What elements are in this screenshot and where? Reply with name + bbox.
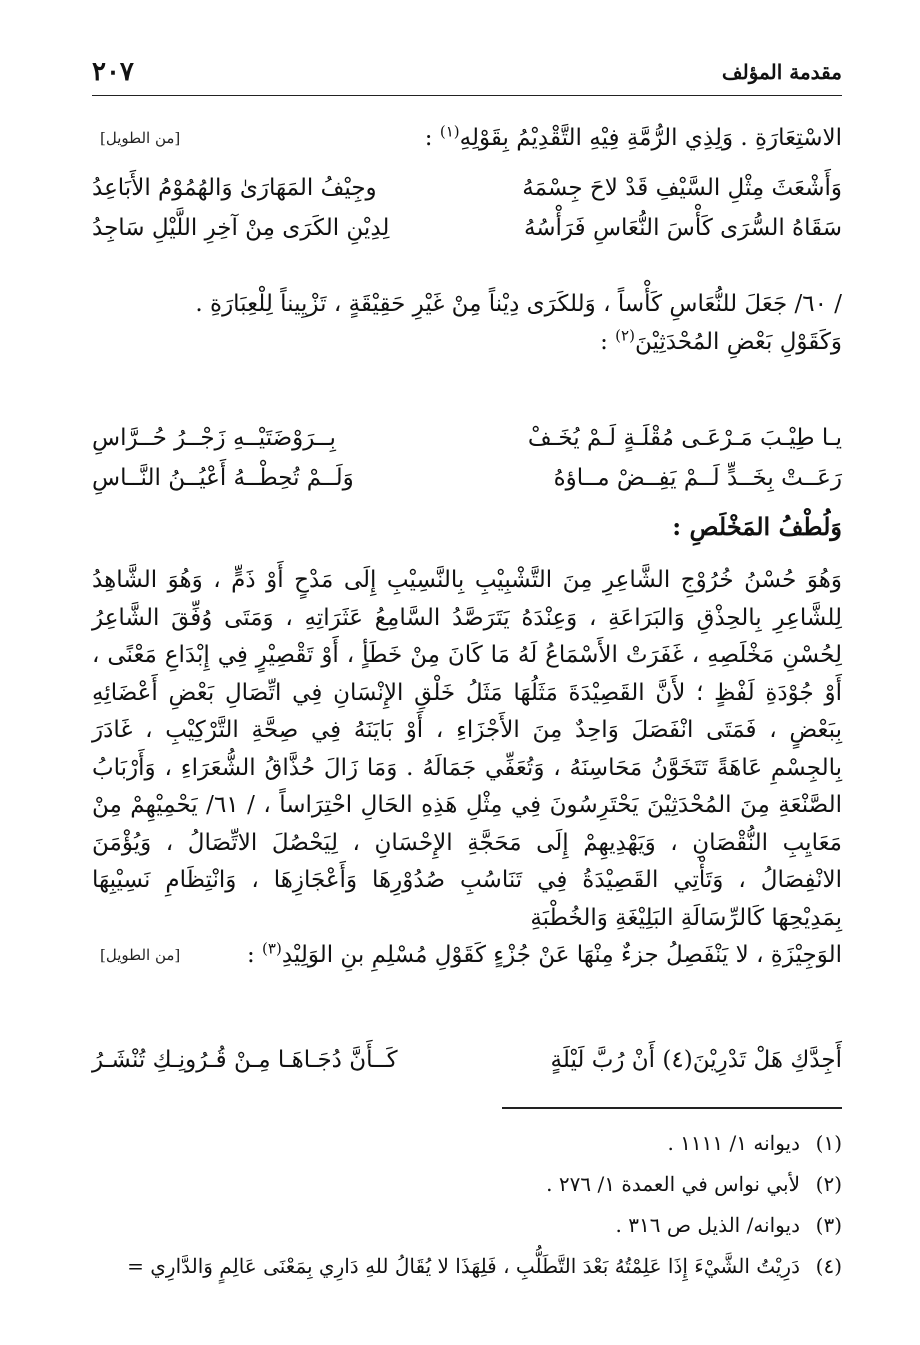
paragraph-2-line-2 bbox=[92, 324, 842, 362]
meter-label: [من الطويل] bbox=[100, 946, 181, 964]
verse-second-hemistich: وَلَــمْ تُحِطْــهُ أَعْيُــنُ النَّــاسِ bbox=[92, 465, 354, 491]
footnote-text: لأبي نواس في العمدة ١/ ٢٧٦ . bbox=[546, 1171, 800, 1196]
footnote-ref: (٣) bbox=[262, 939, 282, 958]
verse-second-hemistich: لِدِيْنِ الكَرَى مِنْ آخِرِ اللَّيْلِ سَاجِدُ bbox=[92, 215, 390, 241]
page-number: ٢٠٧ bbox=[92, 57, 134, 87]
meter-label: [من الطويل] bbox=[100, 129, 181, 147]
paragraph-3-last-line bbox=[92, 937, 842, 975]
page-header bbox=[92, 52, 842, 92]
subheading-title: وَلُطْفُ المَخْلَصِ bbox=[689, 512, 842, 541]
paragraph-3-last-text: الوَجِيْزَةِ ، لا يَنْفَصِلُ جزءٌ مِنْهَا عَنْ جُزْءٍ كَقَوْلِ مُسْلِمِ بنِ الوَلِيْدِ bbox=[281, 942, 842, 968]
verse bbox=[92, 208, 842, 248]
verse bbox=[92, 1040, 842, 1080]
paragraph-2-text: وَكَقَوْلِ بَعْضِ المُحْدَثِيْنَ bbox=[634, 328, 842, 355]
footnote bbox=[92, 1163, 842, 1204]
verse-first-hemistich: أَجِدَّكِ هَلْ تَدْرِيْنَ(٤) أَنْ رُبَّ لَيْلَةٍ bbox=[550, 1047, 842, 1073]
footnote-text: ديوانه/ الذيل ص ٣١٦ . bbox=[615, 1212, 800, 1237]
paragraph-3 bbox=[92, 562, 842, 975]
footnotes bbox=[92, 1122, 842, 1286]
footnote bbox=[92, 1245, 842, 1286]
poem-2 bbox=[92, 418, 842, 498]
footnote-text: ديوانه ١/ ١١١١ . bbox=[667, 1130, 800, 1155]
poem-3 bbox=[92, 1040, 842, 1080]
verse bbox=[92, 418, 842, 458]
subheading-colon: : bbox=[672, 512, 690, 541]
footnote-number: (٤) bbox=[815, 1253, 842, 1278]
subheading bbox=[92, 512, 842, 541]
intro-colon: : bbox=[424, 125, 440, 151]
paragraph-2 bbox=[92, 286, 842, 361]
section-title: مقدمة المؤلف bbox=[721, 60, 842, 84]
verse-first-hemistich: يـا طِيْـبَ مَـرْعَـى مُقْلَـةٍ لَـمْ يُخَـفْ bbox=[527, 425, 842, 451]
footnote-ref: (١) bbox=[439, 122, 460, 141]
footnote bbox=[92, 1122, 842, 1163]
intro-paragraph bbox=[92, 120, 842, 158]
verse-second-hemistich: كَــأَنَّ دُجَـاهَـا مِـنْ قُـرُونِـكِ تُنْشَـرُ bbox=[92, 1047, 398, 1073]
verse-first-hemistich: سَقَاهُ السُّرَى كَأْسَ النُّعَاسِ فَرَأْسُهُ bbox=[523, 215, 842, 241]
footnote-number: (٢) bbox=[815, 1171, 842, 1196]
verse-first-hemistich: رَعَــتْ بِخَــدٍّ لَــمْ يَفِــضْ مــاؤهُ bbox=[553, 465, 842, 491]
paragraph-2-colon: : bbox=[600, 328, 616, 355]
verse bbox=[92, 168, 842, 208]
intro-text: الاسْتِعَارَةِ . وَلِذِي الرُّمَّةِ فِيْهِ التَّقْدِيْمُ بِقَوْلِهِ bbox=[459, 125, 842, 151]
footnote-number: (٣) bbox=[815, 1212, 842, 1237]
verse-second-hemistich: وجِيْفُ المَهَارَىٰ وَالهُمُوْمُ الأَبَاعِدُ bbox=[92, 175, 377, 201]
paragraph-3-body: وَهُوَ حُسْنُ خُرُوْجِ الشَّاعِرِ مِنَ التَّشْبِيْبِ بِالنَّسِيْبِ إِلَى مَدْحٍ أَوْ ذَمٍّ ، وَهُوَ الشَّاهِدُ لِلشَّاعِرِ بِالحِذْقِ وَالبَرَاعَةِ ، وَعِنْدَهُ يَتَرَصَّدُ السَّامِعُ عَثَرَاتِهِ ، وَمَتَى وُفِّقَ الشَّاعِرُ لِحُسْنِ مَخْلَصِهِ ، غَفَرَتْ الأَسْمَاعُ لَهُ مَا كَانَ مِنْ خَطَأٍ ، أَوْ تَقْصِيْرٍ فِي إِبْدَاعِ مَعْنًى ، أَوْ جُوْدَةِ لَفْظٍ ؛ لأَنَّ القَصِيْدَةَ مَثَلُهَا مَثَلُ خَلْقِ الإِنْسَانِ فِي اتِّصَالِ بَعْضِ أَعْضَائِهِ بِبَعْضٍ ، فَمَتَى انْفَصَلَ وَاحِدٌ مِنَ الأَجْزَاءِ ، أَوْ بَايَنَهُ فِي صِحَّةِ التَّرْكِيْبِ ، غَادَرَ بِالجِسْمِ عَاهَةً تَتَخَوَّنُ مَحَاسِنَهُ ، وَتُعَفِّي جَمَالَهُ . وَمَا زَالَ حُذَّاقُ الشُّعَرَاءِ ، وَأَرْبَابُ الصَّنْعَةِ مِنَ المُحْدَثِيْنَ يَحْتَرِسُونَ فِي مِثْلِ هَذِهِ الحَالِ احْتِرَاساً ، / ٦١/ يَحْمِيْهِمْ مِنْ مَعَايِبِ النُّقْصَانِ ، وَيَهْدِيهِمْ إِلَى مَحَجَّةِ الإِحْسَانِ ، لِيَحْصُلَ الاتِّصَالُ ، وَيُؤْمَنَ الانْفِصَالُ ، وَتَأْتِي القَصِيْدَةُ فِي تَنَاسُبِ صُدُوْرِهَا وَأَعْجَازِهَا ، وَانْتِظَامِ نَسِيْبِهَا بِمَدِيْحِهَا كَالرِّسَالَةِ البَلِيْغَةِ وَالخُطْبَةِ bbox=[92, 567, 842, 931]
paragraph-2-line-1: / ٦٠/ جَعَلَ للنُّعَاسِ كَأْساً ، وَللكَرَى دِيْناً مِنْ غَيْرِ حَقِيْقَةٍ ، تَزْيِيناً لِلْعِبَارَةِ . bbox=[195, 291, 842, 317]
footnote-separator bbox=[502, 1107, 842, 1109]
footnote-number: (١) bbox=[815, 1130, 842, 1155]
footnote-ref: (٢) bbox=[615, 325, 635, 344]
verse-second-hemistich: بِــرَوْضَتَيْــهِ زَجْــرُ حُــرَّاسِ bbox=[92, 425, 336, 451]
verse-first-hemistich: وَأَشْعَثَ مِثْلِ السَّيْفِ قَدْ لاحَ جِسْمَهُ bbox=[522, 175, 842, 201]
footnote-text: دَرِيْتُ الشَّيْءَ إِذَا عَلِمْتُهُ بَعْدَ التَّطَلُّبِ ، فَلِهَذَا لا يُقَالُ للهِ دَارِي بِمَعْنَى عَالِمٍ وَالدَّارِي = bbox=[127, 1253, 800, 1278]
verse bbox=[92, 458, 842, 498]
footnote bbox=[92, 1204, 842, 1245]
paragraph-3-colon: : bbox=[246, 942, 263, 968]
poem-1 bbox=[92, 168, 842, 248]
header-rule bbox=[92, 95, 842, 96]
